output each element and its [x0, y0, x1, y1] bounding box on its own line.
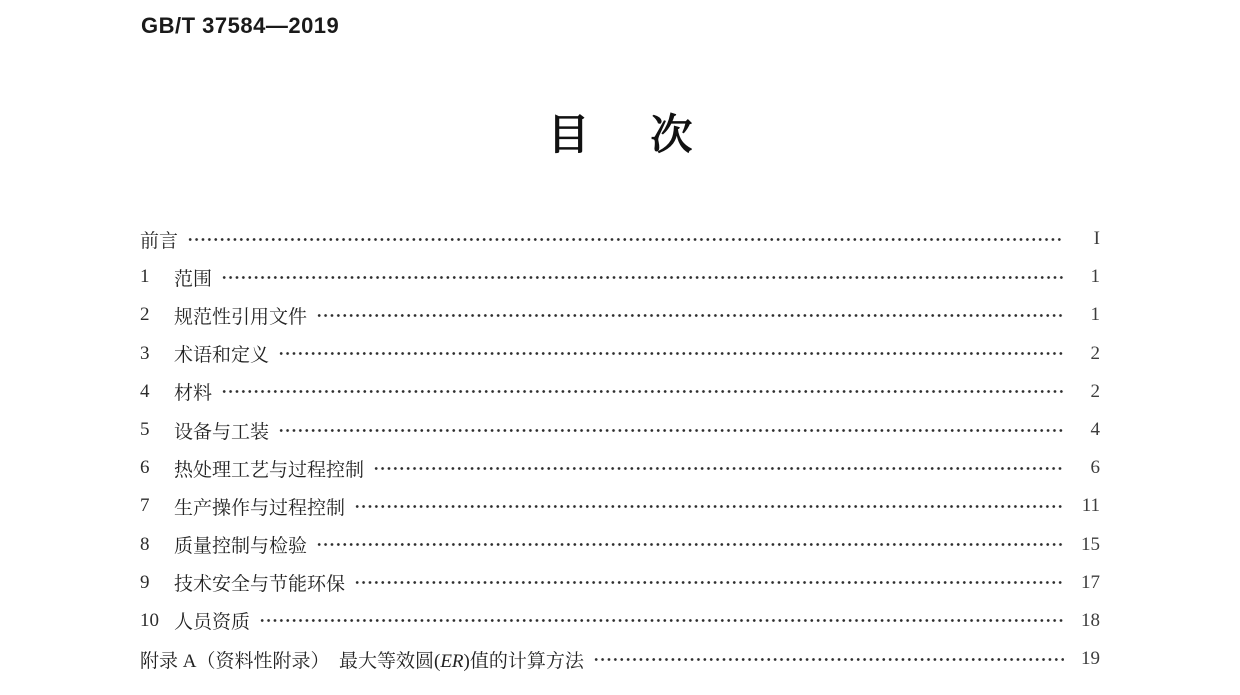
toc-entry-label-text: 热处理工艺与过程控制 [174, 459, 365, 481]
toc-entry-label-prefix: 附录 A（资料性附录） 最大等效圆( [140, 650, 441, 672]
toc-entry-label-text: 技术安全与节能环保 [174, 574, 346, 596]
standard-code: GB/T 37584—2019 [141, 13, 340, 38]
toc-dot-leader [373, 459, 1064, 478]
toc-entry-label-text: 设备与工装 [174, 421, 270, 443]
toc-entry [140, 564, 1100, 602]
toc-entry-label [140, 646, 584, 673]
toc-entry-page: 17 [1081, 571, 1100, 593]
toc-entry-label [174, 531, 307, 558]
toc-entry-page: 2 [1090, 342, 1100, 364]
toc-entry-number: 4 [140, 380, 150, 402]
toc-entry-number: 7 [140, 495, 150, 517]
toc-dot-leader [354, 573, 1064, 592]
toc-entry-page: 1 [1090, 304, 1100, 326]
toc-dot-leader [259, 611, 1064, 630]
toc-entry [140, 526, 1100, 564]
toc-entry-page: 15 [1081, 533, 1100, 555]
toc-entry-label-text: 人员资质 [174, 612, 251, 634]
toc-dot-leader [278, 421, 1064, 440]
toc-entry-number: 8 [140, 533, 150, 555]
toc-entry-label-text: 材料 [174, 383, 213, 405]
toc-entry [140, 487, 1100, 525]
toc-entry-number: 5 [140, 419, 150, 441]
toc-entry-page: 4 [1090, 419, 1100, 441]
toc-entry-label [174, 302, 307, 329]
toc-entry [140, 602, 1100, 640]
table-of-contents [140, 220, 1100, 678]
toc-entry-number: 3 [140, 342, 150, 364]
toc-entry-page: 1 [1090, 266, 1100, 288]
toc-entry-label-text: 术语和定义 [174, 345, 270, 367]
toc-entry [140, 296, 1100, 334]
toc-entry-label-text: 规范性引用文件 [174, 306, 308, 328]
toc-entry-label-italic: ER [440, 650, 464, 672]
toc-entry-label-text: 前言 [140, 230, 179, 252]
page-title: 目次 [547, 111, 754, 158]
toc-entry-page: 19 [1081, 648, 1100, 670]
toc-entry-label [174, 569, 345, 596]
toc-entry-label [174, 378, 212, 405]
toc-entry-number: 1 [140, 266, 150, 288]
toc-entry [140, 640, 1100, 678]
toc-entry-page: 6 [1090, 457, 1100, 479]
toc-entry-label [174, 264, 212, 291]
toc-entry-number: 10 [140, 609, 159, 631]
toc-entry-page: 11 [1081, 495, 1100, 517]
toc-entry-label [174, 455, 364, 482]
toc-entry-label [174, 340, 269, 367]
toc-entry-label-suffix: )值的计算方法 [463, 650, 584, 672]
toc-entry [140, 449, 1100, 487]
toc-entry-label-text: 生产操作与过程控制 [174, 497, 346, 519]
toc-entry [140, 220, 1100, 258]
toc-dot-leader [593, 650, 1064, 669]
toc-entry-label-text: 质量控制与检验 [174, 536, 308, 558]
toc-dot-leader [316, 306, 1064, 325]
toc-dot-leader [187, 230, 1064, 249]
toc-entry [140, 258, 1100, 296]
toc-entry-number: 6 [140, 457, 150, 479]
toc-entry [140, 411, 1100, 449]
toc-entry-page: I [1093, 228, 1100, 250]
toc-entry-number: 9 [140, 571, 150, 593]
toc-entry-label-text: 范围 [174, 268, 213, 290]
toc-entry-page: 2 [1090, 380, 1100, 402]
toc-entry-label [174, 417, 269, 444]
toc-entry-number: 2 [140, 304, 150, 326]
toc-entry-page: 18 [1081, 609, 1100, 631]
toc-entry-label [174, 607, 250, 634]
toc-entry-label [140, 226, 178, 253]
toc-dot-leader [221, 268, 1064, 287]
toc-entry [140, 335, 1100, 373]
toc-dot-leader [278, 344, 1064, 363]
toc-dot-leader [221, 382, 1064, 401]
toc-dot-leader [316, 535, 1064, 554]
toc-entry-label [174, 493, 345, 520]
toc-entry [140, 373, 1100, 411]
toc-dot-leader [354, 497, 1064, 516]
